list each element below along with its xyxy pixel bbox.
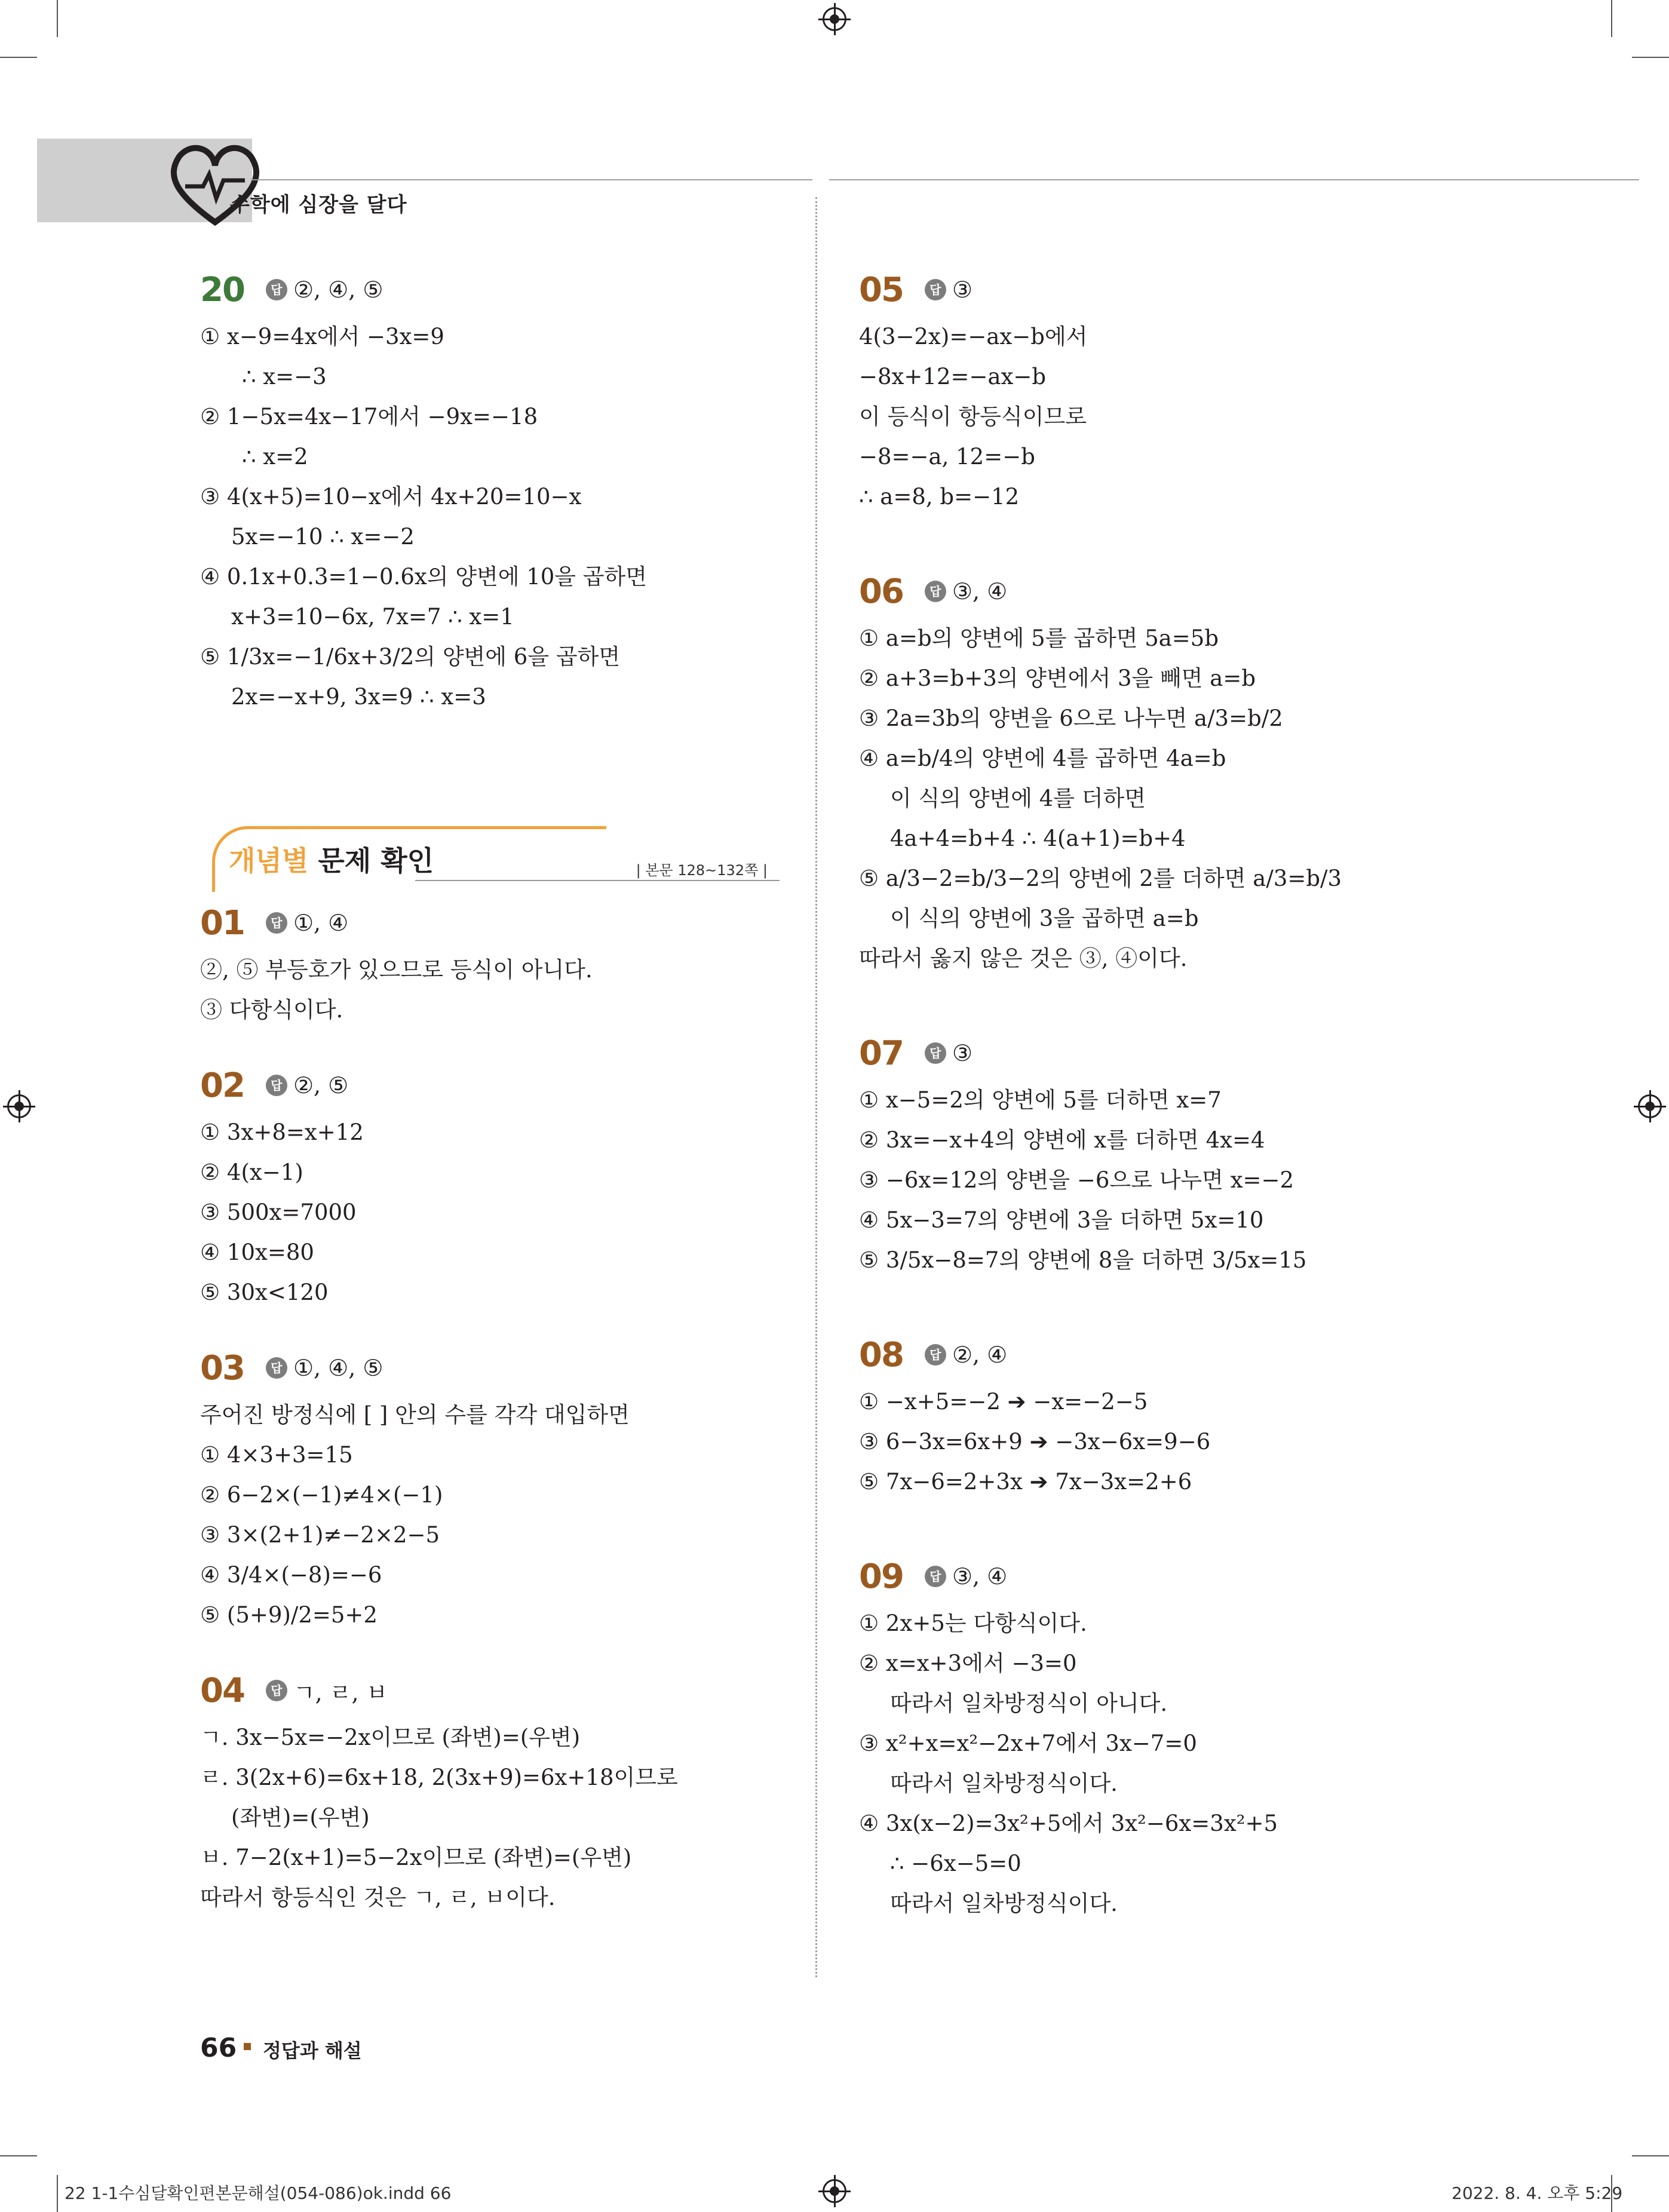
answer-badge-icon: 답 <box>925 581 946 602</box>
problem-01 <box>200 896 780 1030</box>
concept-section-heading <box>200 820 780 895</box>
solution-line: −8=−a, 12=−b <box>859 444 1035 470</box>
solution-line: ① 2x+5는 다항식이다. <box>859 1610 1087 1636</box>
concept-title-part1: 개념별 <box>229 845 309 877</box>
solution-line: ⑤ 1/3x=−1/6x+3/2의 양변에 6을 곱하면 <box>200 644 621 670</box>
answer-text: ③, ④ <box>952 1563 1008 1590</box>
footer-square-icon <box>244 2043 251 2050</box>
solution-line: ㅂ. 7−2(x+1)=5−2x이므로 (좌변)=(우변) <box>200 1845 632 1870</box>
answer-badge-icon: 답 <box>925 279 946 300</box>
solution-line: ① 4×3+3=15 <box>200 1442 353 1468</box>
problem-header <box>859 1550 1456 1603</box>
answer-text: ①, ④, ⑤ <box>293 1355 383 1381</box>
problem-group <box>859 263 1456 1923</box>
problem-header <box>200 1059 780 1112</box>
solution-line: 따라서 항등식인 것은 ㄱ, ㄹ, ㅂ이다. <box>200 1885 556 1910</box>
problem-06 <box>859 564 1456 978</box>
solution-line: ⑤ 7x−6=2+3x ➔ 7x−3x=2+6 <box>859 1469 1192 1495</box>
solution-line: ③ x²+x=x²−2x+7에서 3x−7=0 <box>859 1731 1197 1756</box>
solution-line: ④ 5x−3=7의 양변에 3을 더하면 5x=10 <box>859 1207 1264 1233</box>
answer-text: ③ <box>952 1040 973 1066</box>
problem-20 <box>200 263 780 717</box>
answer-text: ②, ④, ⑤ <box>293 277 383 303</box>
solution-line: 이 식의 양변에 3을 곱하면 a=b <box>890 906 1199 931</box>
solution-line: ② x=x+3에서 −3=0 <box>859 1650 1077 1676</box>
solution-line: ③ 3×(2+1)≠−2×2−5 <box>200 1522 440 1548</box>
problem-header <box>200 263 780 317</box>
crop-mark <box>1611 0 1612 37</box>
problem-04 <box>200 1664 780 1918</box>
crop-mark <box>1632 57 1669 58</box>
problem-number: 07 <box>859 1033 903 1073</box>
solution-line: ② 1−5x=4x−17에서 −9x=−18 <box>200 404 538 429</box>
problem-header <box>859 1328 1456 1382</box>
registration-mark-icon <box>823 2179 846 2203</box>
solution-line: ① x−9=4x에서 −3x=9 <box>200 324 444 349</box>
left-column <box>200 263 780 1946</box>
solution-line: (좌변)=(우변) <box>231 1805 370 1830</box>
solution-line: ㄹ. 3(2x+6)=6x+18, 2(3x+9)=6x+18이므로 <box>200 1765 678 1790</box>
problem-number: 09 <box>859 1557 903 1596</box>
solution-line: ③ 4(x+5)=10−x에서 4x+20=10−x <box>200 484 582 510</box>
solution-line: ③ 2a=3b의 양변을 6으로 나누면 a/3=b/2 <box>859 705 1283 731</box>
problem-header <box>859 564 1456 618</box>
problem-group <box>200 896 780 1918</box>
solution-line: ④ a=b/4의 양변에 4를 곱하면 4a=b <box>859 745 1226 771</box>
problem-number: 03 <box>200 1348 244 1388</box>
problem-07 <box>859 1026 1456 1280</box>
problem-group <box>200 263 780 717</box>
problem-header <box>859 1026 1456 1080</box>
crop-mark <box>57 0 58 37</box>
solution-line: ③ 다항식이다. <box>200 997 343 1023</box>
solution-line: ∴ −6x−5=0 <box>890 1851 1021 1876</box>
solution-line: 따라서 일차방정식이다. <box>890 1771 1118 1796</box>
solution-line: ②, ⑤ 부등호가 있으므로 등식이 아니다. <box>200 957 593 983</box>
page-reference: | 본문 128~132쪽 | <box>636 862 768 879</box>
solution-line: ② 3x=−x+4의 양변에 x를 더하면 4x=4 <box>859 1127 1265 1153</box>
header-rule <box>251 179 812 180</box>
right-column <box>859 263 1456 1971</box>
crop-mark <box>0 57 37 58</box>
registration-mark-icon <box>823 7 846 31</box>
solution-line: 따라서 옳지 않은 것은 ③, ④이다. <box>859 946 1188 971</box>
answer-badge-icon: 답 <box>925 1566 946 1587</box>
problem-header <box>200 1341 780 1395</box>
answer-badge-icon: 답 <box>925 1344 946 1366</box>
solution-line: ③ −6x=12의 양변을 −6으로 나누면 x=−2 <box>859 1167 1294 1193</box>
solution-line: 4(3−2x)=−ax−b에서 <box>859 324 1088 349</box>
problem-number: 08 <box>859 1335 903 1375</box>
solution-line: ⑤ (5+9)/2=5+2 <box>200 1602 378 1628</box>
solution-line: ① a=b의 양변에 5를 곱하면 5a=5b <box>859 625 1219 651</box>
crop-mark <box>57 2175 58 2212</box>
slug-timestamp: 2022. 8. 4. 오후 5:29 <box>1452 2183 1623 2203</box>
answer-text: ③ <box>952 277 973 303</box>
column-divider <box>815 197 817 1977</box>
concept-title-part2: 문제 확인 <box>318 845 434 877</box>
problem-number: 04 <box>200 1671 244 1710</box>
solution-line: ㄱ. 3x−5x=−2x이므로 (좌변)=(우변) <box>200 1725 581 1750</box>
problem-header <box>200 896 780 950</box>
answer-badge-icon: 답 <box>925 1042 946 1064</box>
footer-section-title: 정답과 해설 <box>263 2039 362 2062</box>
problem-number: 02 <box>200 1066 244 1105</box>
solution-line: ④ 0.1x+0.3=1−0.6x의 양변에 10을 곱하면 <box>200 564 648 590</box>
solution-line: ∴ a=8, b=−12 <box>859 484 1020 510</box>
answer-text: ①, ④ <box>293 910 349 936</box>
solution-line: ② 4(x−1) <box>200 1159 303 1185</box>
solution-line: ∴ x=−3 <box>242 364 327 389</box>
registration-mark-icon <box>1638 1094 1662 1118</box>
solution-line: 5x=−10 ∴ x=−2 <box>231 524 415 550</box>
solution-line: ④ 3x(x−2)=3x²+5에서 3x²−6x=3x²+5 <box>859 1811 1278 1836</box>
page-number: 66 <box>200 2033 237 2063</box>
solution-line: ④ 3/4×(−8)=−6 <box>200 1562 382 1588</box>
problem-02 <box>200 1059 780 1312</box>
solution-line: 따라서 일차방정식이다. <box>890 1891 1118 1916</box>
answer-badge-icon: 답 <box>266 279 287 300</box>
solution-line: 주어진 방정식에 [ ] 안의 수를 각각 대입하면 <box>200 1402 630 1428</box>
problem-03 <box>200 1341 780 1635</box>
registration-mark-icon <box>7 1094 31 1118</box>
problem-number: 05 <box>859 270 903 309</box>
solution-line: ② a+3=b+3의 양변에서 3을 빼면 a=b <box>859 665 1256 691</box>
crop-mark <box>1632 2155 1669 2156</box>
answer-text: ②, ④ <box>952 1342 1008 1368</box>
solution-line: ① 3x+8=x+12 <box>200 1119 364 1145</box>
problem-header <box>859 263 1456 317</box>
problem-05 <box>859 263 1456 517</box>
answer-text: ②, ⑤ <box>293 1072 349 1099</box>
answer-badge-icon: 답 <box>266 1680 287 1701</box>
solution-line: ⑤ 3/5x−8=7의 양변에 8을 더하면 3/5x=15 <box>859 1247 1307 1273</box>
problem-number: 01 <box>200 903 244 943</box>
answer-badge-icon: 답 <box>266 1075 287 1096</box>
solution-line: ④ 10x=80 <box>200 1240 314 1265</box>
problem-number: 20 <box>200 270 244 309</box>
solution-line: −8x+12=−ax−b <box>859 364 1047 389</box>
answer-badge-icon: 답 <box>266 912 287 934</box>
solution-line: ① x−5=2의 양변에 5를 더하면 x=7 <box>859 1087 1222 1113</box>
solution-line: ③ 6−3x=6x+9 ➔ −3x−6x=9−6 <box>859 1429 1211 1455</box>
solution-line: ② 6−2×(−1)≠4×(−1) <box>200 1482 443 1508</box>
crop-mark <box>0 2155 37 2156</box>
problem-number: 06 <box>859 572 903 611</box>
solution-line: 이 등식이 항등식이므로 <box>859 404 1087 429</box>
solution-line: ⑤ 30x<120 <box>200 1280 329 1305</box>
answer-badge-icon: 답 <box>266 1357 287 1379</box>
solution-line: 따라서 일차방정식이 아니다. <box>890 1691 1168 1716</box>
heading-underline <box>415 880 780 881</box>
solution-line: x+3=10−6x, 7x=7 ∴ x=1 <box>231 604 514 630</box>
slug-filename: 22 1-1수심달확인편본문해설(054-086)ok.indd 66 <box>65 2183 452 2203</box>
solution-line: ∴ x=2 <box>242 444 308 470</box>
solution-line: 이 식의 양변에 4를 더하면 <box>890 786 1146 811</box>
problem-08 <box>859 1328 1456 1502</box>
solution-line: ③ 500x=7000 <box>200 1199 357 1225</box>
solution-line: ① −x+5=−2 ➔ −x=−2−5 <box>859 1389 1148 1415</box>
solution-line: 2x=−x+9, 3x=9 ∴ x=3 <box>231 684 486 710</box>
brand-title: 수학에 심장을 달다 <box>230 193 407 217</box>
answer-text: ㄱ, ㄹ, ㅂ <box>293 1679 388 1706</box>
solution-line: 4a+4=b+4 ∴ 4(a+1)=b+4 <box>890 826 1186 851</box>
problem-header <box>200 1664 780 1717</box>
answer-text: ③, ④ <box>952 578 1008 605</box>
solution-line: ⑤ a/3−2=b/3−2의 양변에 2를 더하면 a/3=b/3 <box>859 866 1342 891</box>
header-rule <box>829 179 1639 180</box>
problem-09 <box>859 1550 1456 1923</box>
concept-title <box>229 839 434 879</box>
